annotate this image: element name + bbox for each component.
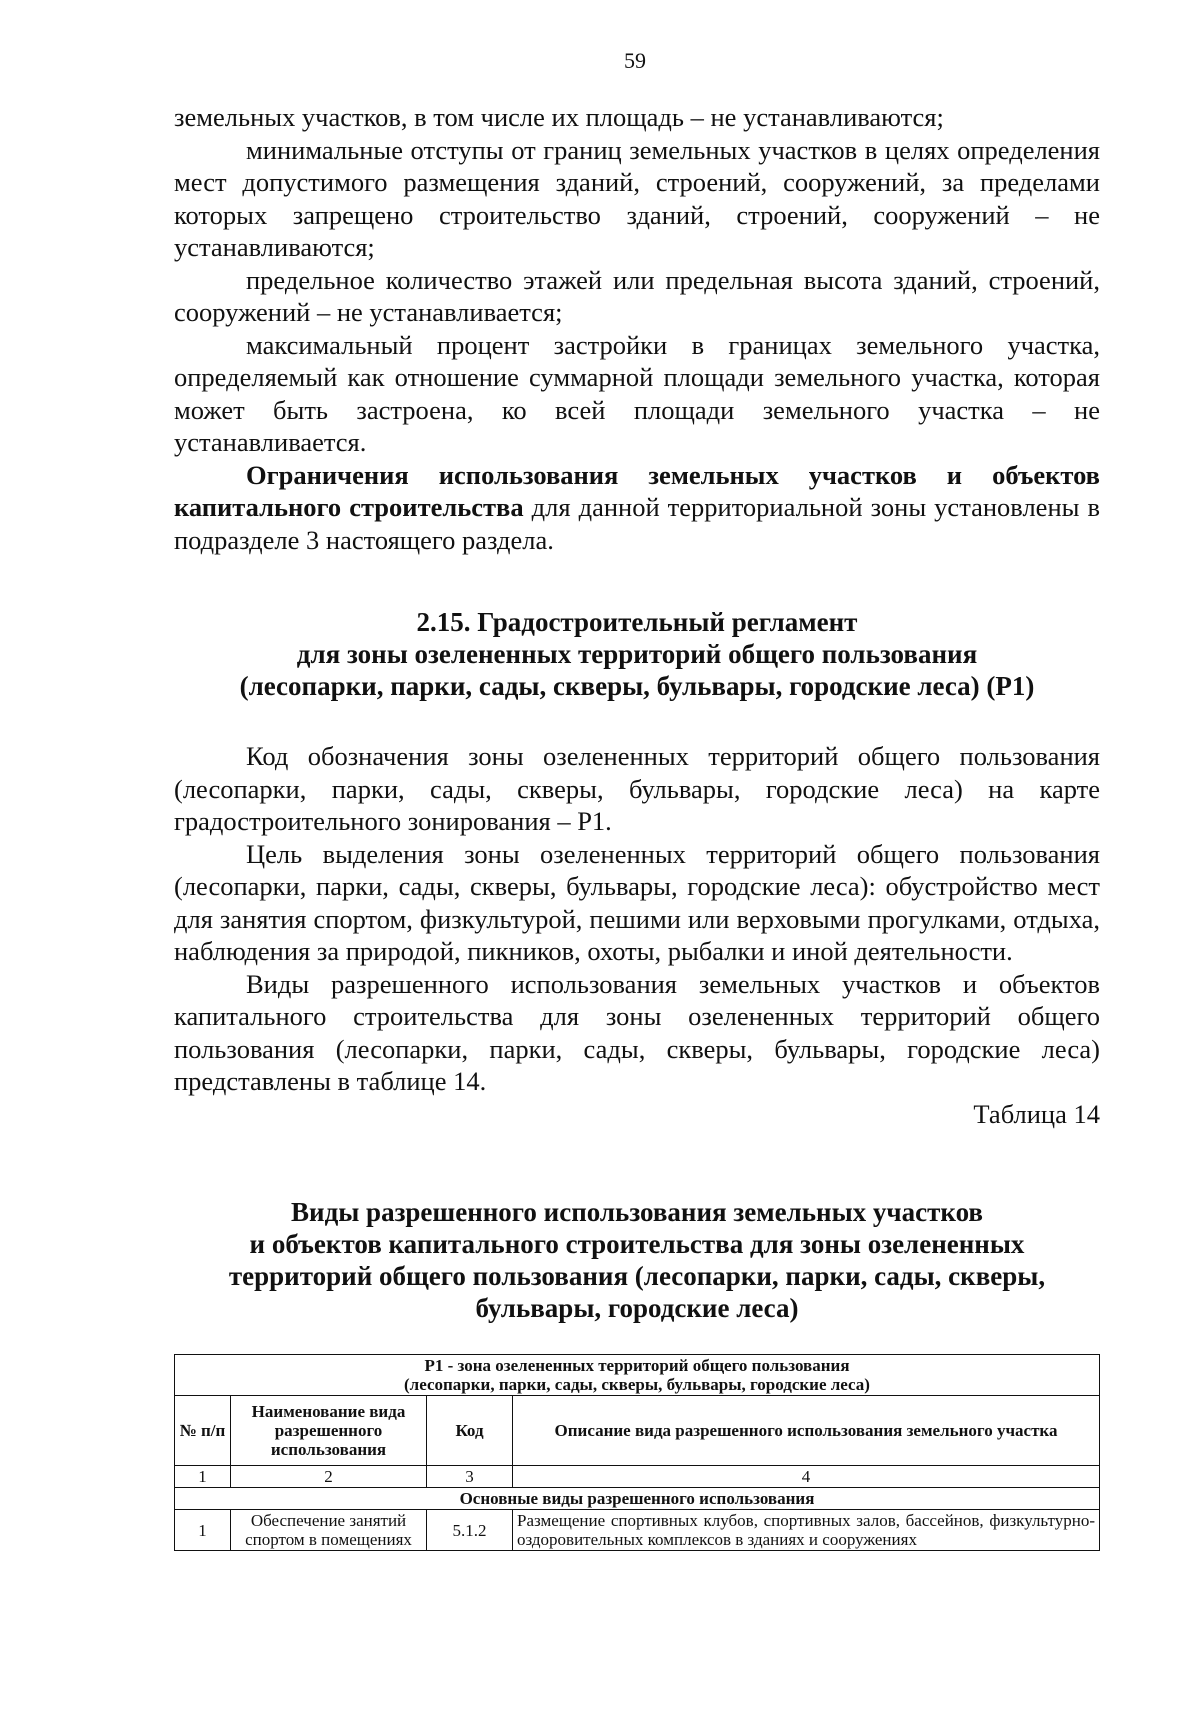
- section-heading-line2: для зоны озелененных территорий общего пользования: [296, 639, 978, 669]
- table-heading-line2: и объектов капитального строительства для зоны озелененных: [249, 1229, 1025, 1259]
- header-desc: Описание вида разрешенного использования земельного участка: [513, 1396, 1100, 1466]
- row-num: 1: [175, 1510, 231, 1551]
- table-group-row: [175, 1488, 1100, 1510]
- table-row: [175, 1510, 1100, 1551]
- restrictions-rest: для данной территориальной зоны установлены в подразделе 3 настоящего раздела.: [174, 492, 1100, 555]
- colnum-1: 1: [175, 1466, 231, 1488]
- table-zone-line1: Р1 - зона озелененных территорий общего пользования: [424, 1356, 850, 1375]
- header-code: Код: [427, 1396, 513, 1466]
- table-header-row: [175, 1396, 1100, 1466]
- table-label: Таблица 14: [973, 1098, 1100, 1129]
- table-heading-line3: территорий общего пользования (лесопарки, парки, сады, скверы,: [228, 1261, 1046, 1291]
- paragraph-table-reference: Виды разрешенного использования земельных участков и объектов капитального строительства для зоны озелененных территорий общего пользования (лесопарки, парки, сады, скверы, бульвары, городские леса) представлены в таблице 14.: [174, 968, 1100, 1096]
- table-heading-line1: Виды разрешенного использования земельных участков: [291, 1197, 983, 1227]
- paragraph-zone-purpose: Цель выделения зоны озелененных территорий общего пользования (лесопарки, парки, сады, скверы, бульвары, городские леса): обустройство мест для занятия спортом, физкультурой, пешими или верховыми прогулками, отдыха, наблюдения за природой, пикников, охоты, рыбалки и иной деятельности.: [174, 838, 1100, 966]
- page-number: 59: [624, 48, 646, 73]
- colnum-4: 4: [513, 1466, 1100, 1488]
- table-zone-row: [175, 1355, 1100, 1396]
- section-heading-line3: (лесопарки, парки, сады, скверы, бульвары, городские леса) (Р1): [239, 671, 1035, 701]
- paragraph-building-percent: максимальный процент застройки в границах земельного участка, определяемый как отношение суммарной площади земельного участка, которая может быть застроена, ко всей площади земельного участка – не устанавливается.: [174, 329, 1100, 457]
- table-zone-cell: [175, 1355, 1100, 1396]
- paragraph-setbacks: минимальные отступы от границ земельных участков в целях определения мест допустимого размещения зданий, строений, сооружений, за пределами которых запрещено строительство зданий, строений, сооружений – не устанавливаются;: [174, 134, 1100, 262]
- text-block-top: [174, 101, 1100, 556]
- header-name: Наименование вида разрешенного использования: [231, 1396, 427, 1466]
- colnum-2: 2: [231, 1466, 427, 1488]
- paragraph-floors: предельное количество этажей или предельная высота зданий, строений, сооружений – не устанавливается;: [174, 264, 1100, 327]
- table-colnum-row: [175, 1466, 1100, 1488]
- paragraph-continuation: земельных участков, в том числе их площадь – не устанавливаются;: [174, 102, 944, 132]
- row-name: Обеспечение занятий спортом в помещениях: [231, 1510, 427, 1551]
- table-heading-line4: бульвары, городские леса): [475, 1293, 799, 1323]
- table-zone-line2: (лесопарки, парки, сады, скверы, бульвары, городские леса): [404, 1375, 870, 1394]
- paragraph-zone-code: Код обозначения зоны озелененных территорий общего пользования (лесопарки, парки, сады, скверы, бульвары, городские леса) на карте градостроительного зонирования – Р1.: [174, 741, 1100, 836]
- row-code: 5.1.2: [427, 1510, 513, 1551]
- row-desc: Размещение спортивных клубов, спортивных залов, бассейнов, физкультурно-оздоровительных комплексов в зданиях и сооружениях: [513, 1510, 1100, 1551]
- table-heading: [174, 1196, 1100, 1324]
- restrictions-bold: Ограничения использования земельных участков и объектов капитального строительства: [174, 459, 1100, 522]
- paragraph-restrictions: [174, 459, 1100, 557]
- section-heading: [174, 606, 1100, 702]
- permitted-use-table: [174, 1354, 1100, 1551]
- text-block-section: [174, 740, 1100, 1130]
- group-title: Основные виды разрешенного использования: [175, 1488, 1100, 1510]
- colnum-3: 3: [427, 1466, 513, 1488]
- header-num: № п/п: [175, 1396, 231, 1466]
- section-heading-line1: 2.15. Градостроительный регламент: [416, 607, 858, 637]
